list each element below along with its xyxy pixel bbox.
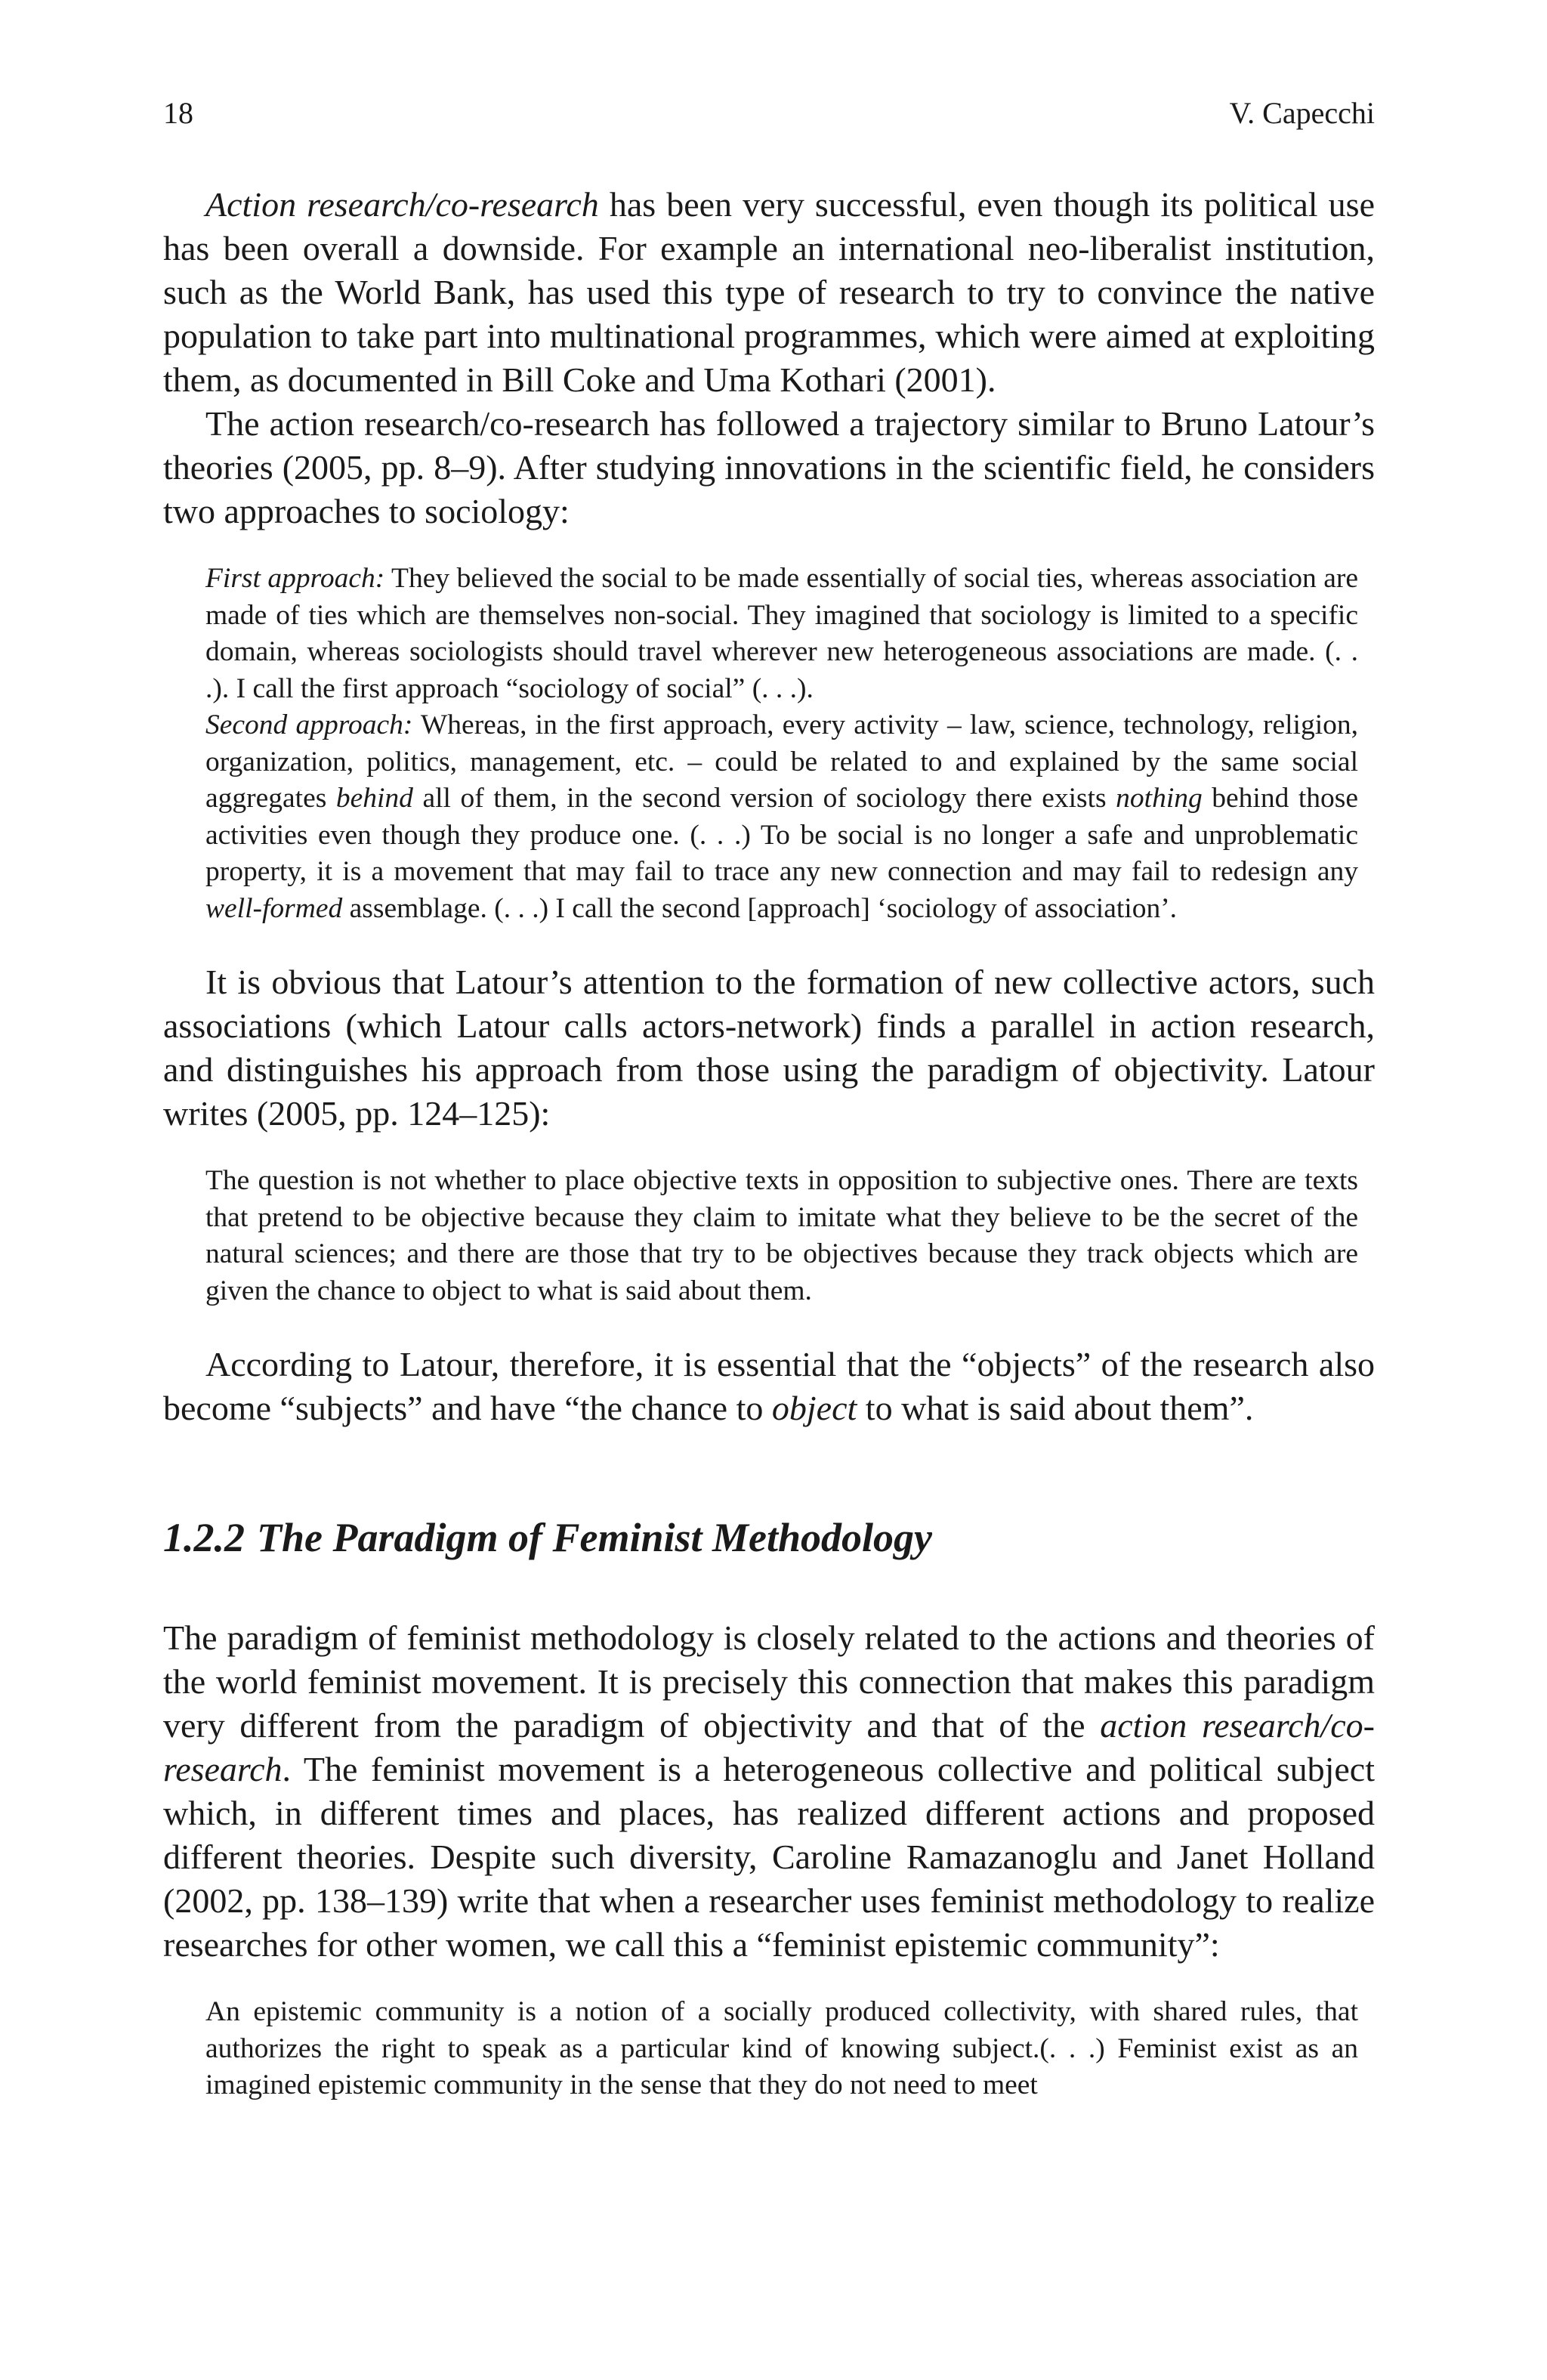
block-quote-objectivity [205, 1163, 1358, 1309]
paragraph-emphasis: action research/co-research [163, 1706, 1376, 1788]
section-title: The Paradigm of Feminist Methodology [257, 1515, 933, 1560]
block-quote-epistemic-community [205, 1994, 1358, 2104]
page-number: 18 [163, 96, 193, 130]
paragraph-text: . The feminist movement is a heterogeneous collective and political subject which, in different times and places, has realized different actions and proposed different theories. Despite such diversity, Caroline Ramazanoglu and Janet Holland (2002, pp. 138–139) write that when a researcher uses feminist methodology to realize researches for other women, we call this a “feminist epistemic community”: [163, 1750, 1375, 1964]
paragraph-text: The paradigm of feminist methodology is closely related to the actions and theories of the world feminist movement. It is precisely this connection that makes this paradigm very different from the paradigm of objectivity and that of the [163, 1618, 1375, 1745]
paragraph-lead-italic: Action research/co-research [205, 185, 599, 224]
paragraph-text: has been very successful, even though its political use has been overall a downside. For example an international neo-liberalist institution, such as the World Bank, has used this type of research to try to convince the native population to take part into multinational programmes, which were aimed at exploiting them, as documented in Bill Coke and Uma Kothari (2001). [163, 185, 1375, 399]
quote-text: They believed the social to be made essentially of social ties, whereas association are made of ties which are themselves non-social. They imagined that sociology is limited to a specific domain, whereas sociologists should travel wherever new heterogeneous associations are made. (. . .). I call the first approach “sociology of social” (. . .). [205, 563, 1359, 704]
running-author: V. Capecchi [1229, 96, 1375, 130]
quote-emphasis: well-formed [205, 892, 343, 924]
quote-text: An epistemic community is a notion of a socially produced collectivity, with shared rules, that authorizes the right to speak as a particular kind of knowing subject.(. . .) Feminist exist as an imagined epistemic community in the sense that they do not need to meet [205, 1996, 1358, 2100]
paragraph-text: It is obvious that Latour’s attention to the formation of new collective actors, such associations (which Latour calls actors-network) finds a parallel in action research, and distinguishes his approach from those using the paradigm of objectivity. Latour writes (2005, pp. 124–125): [163, 963, 1375, 1133]
quote-text: assemblage. (. . .) I call the second [approach] ‘sociology of association’. [342, 892, 1178, 924]
quote-label: Second approach: [205, 709, 413, 740]
paragraph-emphasis: object [771, 1389, 857, 1427]
quote-text: all of them, in the second version of sociology there exists [412, 783, 1116, 814]
page [163, 91, 1375, 2104]
paragraph-latour-trajectory [163, 402, 1375, 533]
paragraph-objects-subjects [163, 1343, 1375, 1430]
quote-text: behind those activities even though they produce one. (. . .) To be social is no longer a safe and unproblematic property, it is a movement that may fail to trace any new connection and may fail to redesign any [205, 783, 1359, 887]
running-head [163, 91, 1375, 136]
quote-label: First approach: [205, 563, 385, 594]
section-number: 1.2.2 [163, 1515, 245, 1560]
block-quote-latour-approaches [205, 561, 1358, 927]
quote-second-approach [205, 707, 1358, 927]
quote-first-approach [205, 561, 1358, 707]
paragraph-feminist-methodology [163, 1616, 1375, 1967]
paragraph-text: According to Latour, therefore, it is essential that the “objects” of the research also become “subjects” and have “the chance to [163, 1345, 1375, 1427]
paragraph-action-research [163, 183, 1375, 402]
paragraph-latour-actors [163, 960, 1375, 1136]
quote-text: Whereas, in the first approach, every activity – law, science, technology, religion, organization, politics, management, etc. – could be related to and explained by the same social aggregates [205, 709, 1358, 814]
quote-emphasis: nothing [1116, 783, 1203, 814]
quote-emphasis: behind [335, 783, 413, 814]
quote-text: The question is not whether to place objective texts in opposition to subjective ones. There are texts that pretend to be objective because they claim to imitate what they believe to be the secret of the natural sciences; and there are those that try to be objectives because they track objects which are given the chance to object to what is said about them. [205, 1165, 1358, 1306]
section-heading [163, 1512, 1375, 1563]
paragraph-text: to what is said about them”. [857, 1389, 1254, 1427]
paragraph-text: The action research/co-research has followed a trajectory similar to Bruno Latour’s theories (2005, pp. 8–9). After studying innovations in the scientific field, he considers two approaches to sociology: [163, 404, 1375, 530]
